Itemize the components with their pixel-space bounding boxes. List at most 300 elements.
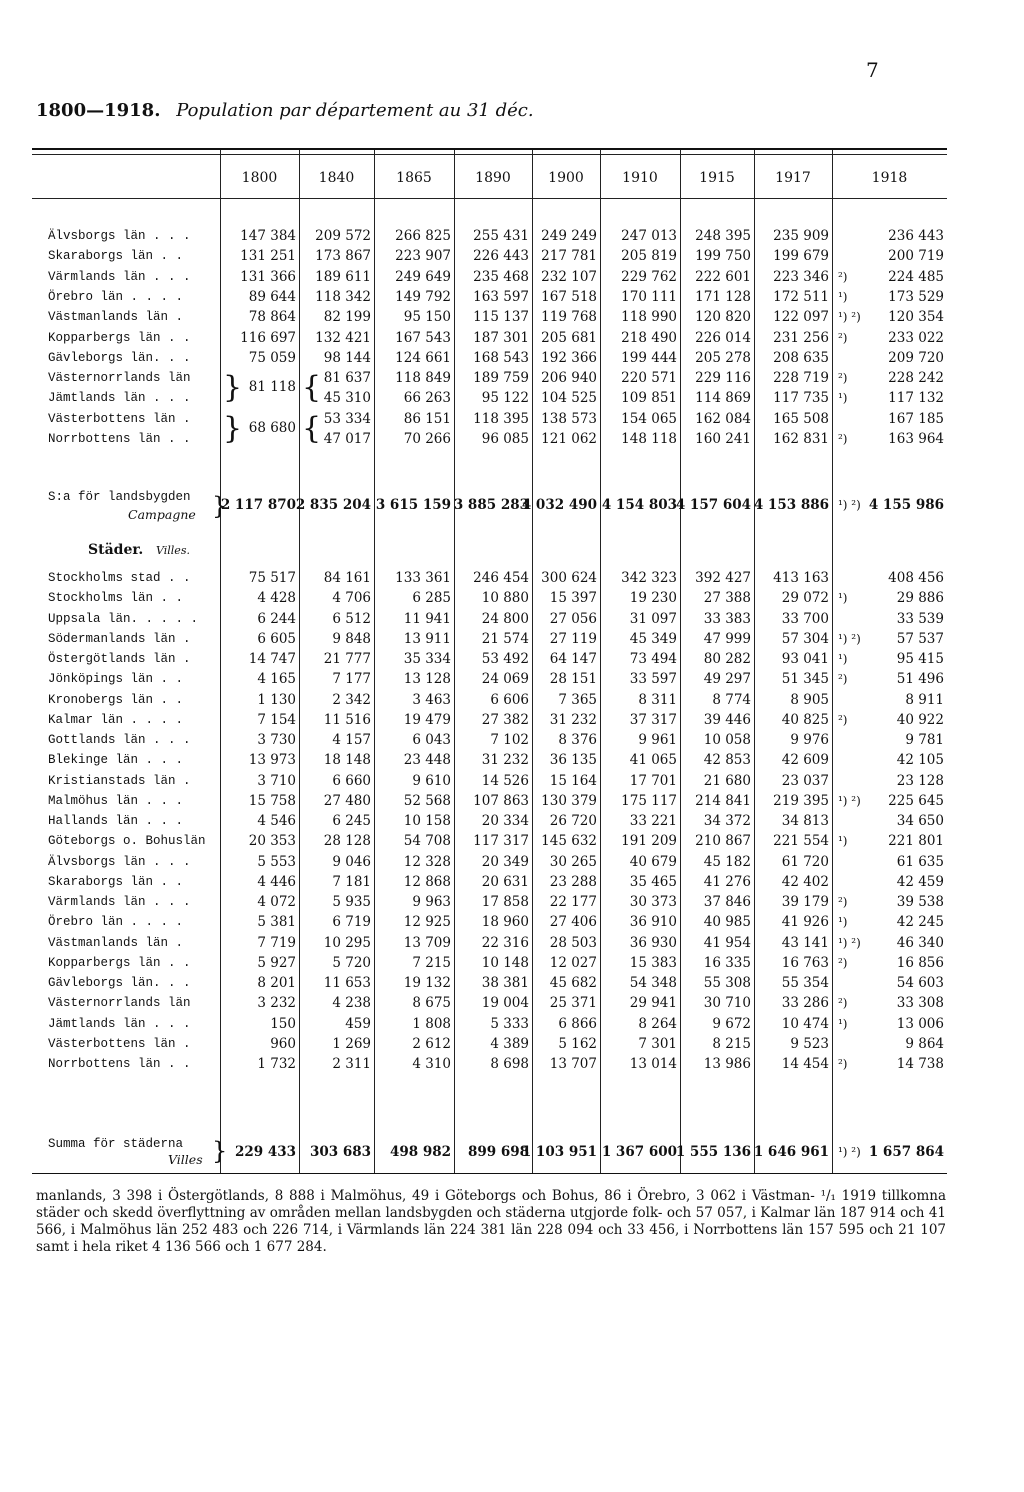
table-cell: 7 301 bbox=[638, 1036, 677, 1052]
table-cell: 27 406 bbox=[549, 914, 597, 930]
row-label: Kopparbergs län . . bbox=[48, 956, 191, 970]
row-label: Skaraborgs län . . bbox=[48, 875, 184, 889]
table-cell: 13 986 bbox=[703, 1056, 751, 1072]
column-header-year: 1865 bbox=[396, 170, 432, 186]
table-cell: 47 999 bbox=[703, 631, 751, 647]
table-cell: 459 bbox=[345, 1016, 371, 1032]
table-cell: 6 719 bbox=[332, 914, 371, 930]
table-cell: 73 494 bbox=[629, 651, 677, 667]
table-cell: 41 954 bbox=[703, 935, 751, 951]
merged-cell-1800: 81 118 bbox=[248, 379, 296, 395]
table-cell: 19 132 bbox=[403, 975, 451, 991]
table-cell: 229 762 bbox=[621, 269, 677, 285]
table-cell: 3 885 283 bbox=[453, 497, 529, 513]
row-label: Gottlands län . . . bbox=[48, 733, 191, 747]
table-cell: 9 848 bbox=[332, 631, 371, 647]
table-cell: 39 446 bbox=[703, 712, 751, 728]
table-cell: 46 340 bbox=[896, 935, 944, 951]
footnote-marker: ¹) ²) bbox=[838, 498, 861, 512]
table-cell: 6 660 bbox=[332, 773, 371, 789]
table-cell: 9 961 bbox=[638, 732, 677, 748]
footnote-marker: ¹) bbox=[838, 915, 848, 929]
total-label: S:a för landsbygden bbox=[48, 490, 191, 504]
table-cell: 12 925 bbox=[403, 914, 451, 930]
table-cell: 9 610 bbox=[412, 773, 451, 789]
table-cell: 40 825 bbox=[781, 712, 829, 728]
footnote-marker: ²) bbox=[838, 270, 848, 284]
footnote-text: manlands, 3 398 i Östergötlands, 8 888 i Malmöhus, 49 i Göteborgs och Bohus, 86 i Örebro, 3 062 i Västman- ¹/₁ 1919 tillkomna städer och skedd överflyttning av områden mellan landsbygden och städerna utgjorde folk- och 57 057, i Kalmar län 187 914 och 41 566, i Malmöhus län 252 483 och 226 714, i Värmlands län 224 381 län 228 094 och 33 456, i Norrbottens län 157 595 och 21 107 samt i hela riket 4 136 566 och 1 677 284. bbox=[36, 1188, 946, 1255]
table-cell: 12 868 bbox=[403, 874, 451, 890]
table-cell: 3 710 bbox=[257, 773, 296, 789]
brace-symbol: { bbox=[302, 370, 322, 405]
table-cell: 7 719 bbox=[257, 935, 296, 951]
table-cell: 52 568 bbox=[403, 793, 451, 809]
table-cell: 7 215 bbox=[412, 955, 451, 971]
column-header-year: 1915 bbox=[699, 170, 735, 186]
table-cell: 160 241 bbox=[695, 431, 751, 447]
footnote-marker: ¹) ²) bbox=[838, 936, 861, 950]
table-cell: 27 388 bbox=[703, 590, 751, 606]
row-label: Malmöhus län . . . bbox=[48, 794, 184, 808]
table-cell: 7 181 bbox=[332, 874, 371, 890]
column-rule bbox=[220, 150, 221, 1173]
table-cell: 199 679 bbox=[773, 248, 829, 264]
table-cell: 131 251 bbox=[240, 248, 296, 264]
table-cell: 498 982 bbox=[389, 1144, 451, 1160]
table-cell: 247 013 bbox=[621, 228, 677, 244]
table-cell: 1 657 864 bbox=[868, 1144, 944, 1160]
row-label: Västernorrlands län bbox=[48, 371, 191, 385]
table-cell: 14 526 bbox=[481, 773, 529, 789]
table-cell: 95 122 bbox=[481, 390, 529, 406]
row-label: Västmanlands län . bbox=[48, 936, 184, 950]
table-cell: 54 708 bbox=[403, 833, 451, 849]
table-cell: 219 395 bbox=[773, 793, 829, 809]
table-cell: 13 014 bbox=[629, 1056, 677, 1072]
table-cell: 14 454 bbox=[781, 1056, 829, 1072]
table-cell: 8 698 bbox=[490, 1056, 529, 1072]
table-cell: 37 317 bbox=[629, 712, 677, 728]
table-cell: 130 379 bbox=[541, 793, 597, 809]
row-label: Örebro län . . . . bbox=[48, 290, 184, 304]
table-cell: 16 763 bbox=[781, 955, 829, 971]
table-cell: 35 334 bbox=[403, 651, 451, 667]
row-label: Hallands län . . . bbox=[48, 814, 184, 828]
table-cell: 40 985 bbox=[703, 914, 751, 930]
table-cell: 21 680 bbox=[703, 773, 751, 789]
table-cell: 214 841 bbox=[695, 793, 751, 809]
table-cell: 899 698 bbox=[467, 1144, 529, 1160]
table-cell: 107 863 bbox=[473, 793, 529, 809]
table-cell: 118 342 bbox=[315, 289, 371, 305]
table-cell: 1 808 bbox=[412, 1016, 451, 1032]
table-cell: 217 781 bbox=[541, 248, 597, 264]
table-cell: 209 720 bbox=[888, 350, 944, 366]
table-cell: 42 245 bbox=[896, 914, 944, 930]
table-cell: 121 062 bbox=[541, 431, 597, 447]
brace-symbol: { bbox=[302, 411, 322, 446]
table-cell: 35 465 bbox=[629, 874, 677, 890]
table-cell: 55 308 bbox=[703, 975, 751, 991]
table-cell: 248 395 bbox=[695, 228, 751, 244]
table-cell: 10 295 bbox=[323, 935, 371, 951]
row-label: Västernorrlands län bbox=[48, 996, 191, 1010]
table-cell: 47 017 bbox=[323, 431, 371, 447]
footnote-marker: ¹) ²) bbox=[838, 794, 861, 808]
table-cell: 224 485 bbox=[888, 269, 944, 285]
table-cell: 28 503 bbox=[549, 935, 597, 951]
table-cell: 4 153 886 bbox=[753, 497, 829, 513]
table-cell: 20 349 bbox=[481, 854, 529, 870]
header-rule bbox=[32, 154, 947, 155]
table-cell: 223 907 bbox=[395, 248, 451, 264]
table-cell: 118 849 bbox=[395, 370, 451, 386]
table-cell: 208 635 bbox=[773, 350, 829, 366]
page-header bbox=[36, 100, 534, 121]
row-label: Älvsborgs län . . . bbox=[48, 229, 191, 243]
table-cell: 10 148 bbox=[481, 955, 529, 971]
table-cell: 23 288 bbox=[549, 874, 597, 890]
table-cell: 93 041 bbox=[781, 651, 829, 667]
table-cell: 221 801 bbox=[888, 833, 944, 849]
row-label: Gävleborgs län. . . bbox=[48, 976, 191, 990]
column-rule bbox=[454, 150, 455, 1173]
table-cell: 6 605 bbox=[257, 631, 296, 647]
table-cell: 95 415 bbox=[896, 651, 944, 667]
table-cell: 960 bbox=[270, 1036, 296, 1052]
table-cell: 232 107 bbox=[541, 269, 597, 285]
table-cell: 23 448 bbox=[403, 752, 451, 768]
table-cell: 8 774 bbox=[712, 692, 751, 708]
table-cell: 33 286 bbox=[781, 995, 829, 1011]
table-cell: 223 346 bbox=[773, 269, 829, 285]
column-rule bbox=[754, 150, 755, 1173]
table-cell: 235 909 bbox=[773, 228, 829, 244]
table-cell: 167 543 bbox=[395, 330, 451, 346]
table-cell: 209 572 bbox=[315, 228, 371, 244]
table-cell: 45 682 bbox=[549, 975, 597, 991]
table-cell: 31 232 bbox=[549, 712, 597, 728]
table-cell: 408 456 bbox=[888, 570, 944, 586]
table-cell: 5 553 bbox=[257, 854, 296, 870]
table-cell: 167 185 bbox=[888, 411, 944, 427]
brace-symbol: } bbox=[212, 1137, 228, 1165]
table-cell: 17 858 bbox=[481, 894, 529, 910]
column-header-year: 1840 bbox=[318, 170, 355, 186]
table-cell: 33 383 bbox=[703, 611, 751, 627]
table-cell: 165 508 bbox=[773, 411, 829, 427]
table-cell: 14 747 bbox=[248, 651, 296, 667]
table-cell: 15 758 bbox=[248, 793, 296, 809]
footnote-marker: ¹) ²) bbox=[838, 310, 861, 324]
table-cell: 7 102 bbox=[490, 732, 529, 748]
table-cell: 78 864 bbox=[248, 309, 296, 325]
column-header-year: 1917 bbox=[775, 170, 811, 186]
table-cell: 131 366 bbox=[240, 269, 296, 285]
table-cell: 4 446 bbox=[257, 874, 296, 890]
table-cell: 124 661 bbox=[395, 350, 451, 366]
table-cell: 117 735 bbox=[773, 390, 829, 406]
table-cell: 18 960 bbox=[481, 914, 529, 930]
brace-symbol: } bbox=[223, 370, 243, 405]
table-cell: 1 103 951 bbox=[521, 1144, 597, 1160]
table-cell: 84 161 bbox=[323, 570, 371, 586]
column-rule bbox=[832, 150, 833, 1173]
table-cell: 8 201 bbox=[257, 975, 296, 991]
table-cell: 221 554 bbox=[773, 833, 829, 849]
table-cell: 145 632 bbox=[541, 833, 597, 849]
row-label: Kristianstads län . bbox=[48, 774, 191, 788]
table-cell: 21 777 bbox=[323, 651, 371, 667]
table-cell: 229 433 bbox=[234, 1144, 296, 1160]
column-header-year: 1900 bbox=[548, 170, 584, 186]
table-cell: 6 043 bbox=[412, 732, 451, 748]
table-cell: 10 880 bbox=[481, 590, 529, 606]
table-cell: 187 301 bbox=[473, 330, 529, 346]
table-cell: 189 611 bbox=[315, 269, 371, 285]
footnote-marker: ²) bbox=[838, 672, 848, 686]
row-label: Södermanlands län . bbox=[48, 632, 191, 646]
table-cell: 4 155 986 bbox=[868, 497, 944, 513]
table-cell: 1 646 961 bbox=[753, 1144, 829, 1160]
footnote-marker: ²) bbox=[838, 371, 848, 385]
table-cell: 167 518 bbox=[541, 289, 597, 305]
table-cell: 8 376 bbox=[558, 732, 597, 748]
table-cell: 162 831 bbox=[773, 431, 829, 447]
table-cell: 37 846 bbox=[703, 894, 751, 910]
row-label: Norrbottens län . . bbox=[48, 1057, 191, 1071]
table-cell: 34 372 bbox=[703, 813, 751, 829]
table-cell: 96 085 bbox=[481, 431, 529, 447]
column-header-year: 1800 bbox=[241, 170, 278, 186]
table-cell: 20 631 bbox=[481, 874, 529, 890]
table-cell: 231 256 bbox=[773, 330, 829, 346]
footnote-marker: ²) bbox=[838, 432, 848, 446]
table-cell: 255 431 bbox=[473, 228, 529, 244]
table-cell: 235 468 bbox=[473, 269, 529, 285]
table-cell: 6 245 bbox=[332, 813, 371, 829]
table-cell: 120 820 bbox=[695, 309, 751, 325]
table-cell: 61 635 bbox=[896, 854, 944, 870]
footnote-marker: ¹) bbox=[838, 391, 848, 405]
table-cell: 249 649 bbox=[395, 269, 451, 285]
table-cell: 31 232 bbox=[481, 752, 529, 768]
table-cell: 133 361 bbox=[395, 570, 451, 586]
table-cell: 4 238 bbox=[332, 995, 371, 1011]
table-cell: 122 097 bbox=[773, 309, 829, 325]
table-cell: 70 266 bbox=[403, 431, 451, 447]
footnote-marker: ²) bbox=[838, 1057, 848, 1071]
table-cell: 15 383 bbox=[629, 955, 677, 971]
table-cell: 138 573 bbox=[541, 411, 597, 427]
row-label: Värmlands län . . . bbox=[48, 895, 191, 909]
table-cell: 8 311 bbox=[638, 692, 677, 708]
table-cell: 205 819 bbox=[621, 248, 677, 264]
table-cell: 42 609 bbox=[781, 752, 829, 768]
table-cell: 24 069 bbox=[481, 671, 529, 687]
table-cell: 30 265 bbox=[549, 854, 597, 870]
table-cell: 13 707 bbox=[549, 1056, 597, 1072]
total-label: Summa för städerna bbox=[48, 1137, 184, 1151]
table-cell: 5 927 bbox=[257, 955, 296, 971]
table-cell: 4 706 bbox=[332, 590, 371, 606]
row-label: Kopparbergs län . . bbox=[48, 331, 191, 345]
row-label: Västerbottens län . bbox=[48, 412, 191, 426]
table-cell: 13 911 bbox=[403, 631, 451, 647]
header-rule bbox=[32, 198, 947, 199]
table-cell: 34 650 bbox=[896, 813, 944, 829]
footnote-marker: ¹) bbox=[838, 290, 848, 304]
row-label: Blekinge län . . . bbox=[48, 753, 184, 767]
header-years: 1800—1918. bbox=[36, 100, 161, 121]
footnote-marker: ²) bbox=[838, 895, 848, 909]
table-cell: 10 158 bbox=[403, 813, 451, 829]
footnote-marker: ²) bbox=[838, 713, 848, 727]
footnote-marker: ¹) bbox=[838, 591, 848, 605]
table-cell: 57 304 bbox=[781, 631, 829, 647]
footnote-marker: ¹) ²) bbox=[838, 632, 861, 646]
table-cell: 300 624 bbox=[541, 570, 597, 586]
table-cell: 163 964 bbox=[888, 431, 944, 447]
table-cell: 86 151 bbox=[403, 411, 451, 427]
table-cell: 19 004 bbox=[481, 995, 529, 1011]
table-cell: 10 058 bbox=[703, 732, 751, 748]
row-label: Göteborgs o. Bohuslän bbox=[48, 834, 206, 848]
table-cell: 119 768 bbox=[541, 309, 597, 325]
table-cell: 170 111 bbox=[621, 289, 677, 305]
table-cell: 29 886 bbox=[896, 590, 944, 606]
table-cell: 205 278 bbox=[695, 350, 751, 366]
table-cell: 36 135 bbox=[549, 752, 597, 768]
table-cell: 4 389 bbox=[490, 1036, 529, 1052]
table-cell: 16 856 bbox=[896, 955, 944, 971]
table-cell: 172 511 bbox=[773, 289, 829, 305]
table-cell: 6 606 bbox=[490, 692, 529, 708]
table-cell: 132 421 bbox=[315, 330, 371, 346]
table-cell: 19 230 bbox=[629, 590, 677, 606]
table-cell: 42 459 bbox=[896, 874, 944, 890]
table-cell: 200 719 bbox=[888, 248, 944, 264]
table-cell: 4 154 803 bbox=[601, 497, 677, 513]
table-cell: 51 345 bbox=[781, 671, 829, 687]
table-cell: 64 147 bbox=[549, 651, 597, 667]
table-cell: 8 911 bbox=[905, 692, 944, 708]
table-cell: 27 119 bbox=[549, 631, 597, 647]
table-cell: 120 354 bbox=[888, 309, 944, 325]
table-cell: 54 603 bbox=[896, 975, 944, 991]
page-number: 7 bbox=[866, 58, 879, 82]
row-label: Gävleborgs län. . . bbox=[48, 351, 191, 365]
table-cell: 4 428 bbox=[257, 590, 296, 606]
table-cell: 210 867 bbox=[695, 833, 751, 849]
column-rule bbox=[532, 150, 533, 1173]
table-cell: 342 323 bbox=[621, 570, 677, 586]
table-cell: 236 443 bbox=[888, 228, 944, 244]
table-cell: 15 164 bbox=[549, 773, 597, 789]
column-rule bbox=[374, 150, 375, 1173]
footnote-marker: ¹) bbox=[838, 1017, 848, 1031]
table-cell: 23 128 bbox=[896, 773, 944, 789]
table-cell: 5 935 bbox=[332, 894, 371, 910]
table-cell: 33 539 bbox=[896, 611, 944, 627]
footnote-marker: ¹) bbox=[838, 652, 848, 666]
table-cell: 45 182 bbox=[703, 854, 751, 870]
table-cell: 3 463 bbox=[412, 692, 451, 708]
table-cell: 9 781 bbox=[905, 732, 944, 748]
table-cell: 13 709 bbox=[403, 935, 451, 951]
table-cell: 11 653 bbox=[323, 975, 371, 991]
table-cell: 1 367 600 bbox=[601, 1144, 677, 1160]
table-cell: 114 869 bbox=[695, 390, 751, 406]
table-cell: 89 644 bbox=[248, 289, 296, 305]
table-cell: 51 496 bbox=[896, 671, 944, 687]
table-cell: 149 792 bbox=[395, 289, 451, 305]
table-cell: 5 162 bbox=[558, 1036, 597, 1052]
table-cell: 115 137 bbox=[473, 309, 529, 325]
brace-symbol: } bbox=[212, 492, 228, 520]
table-cell: 7 365 bbox=[558, 692, 597, 708]
row-label: Uppsala län. . . . . bbox=[48, 612, 199, 626]
table-cell: 61 720 bbox=[781, 854, 829, 870]
table-cell: 23 037 bbox=[781, 773, 829, 789]
footnote-marker: ¹) bbox=[838, 834, 848, 848]
table-cell: 11 941 bbox=[403, 611, 451, 627]
table-cell: 54 348 bbox=[629, 975, 677, 991]
table-cell: 29 072 bbox=[781, 590, 829, 606]
table-cell: 9 523 bbox=[790, 1036, 829, 1052]
table-cell: 45 310 bbox=[323, 390, 371, 406]
table-cell: 42 853 bbox=[703, 752, 751, 768]
table-cell: 27 382 bbox=[481, 712, 529, 728]
footnote-marker: ²) bbox=[838, 956, 848, 970]
table-cell: 10 474 bbox=[781, 1016, 829, 1032]
column-header-year: 1890 bbox=[475, 170, 511, 186]
column-rule bbox=[680, 150, 681, 1173]
table-cell: 9 672 bbox=[712, 1016, 751, 1032]
row-label: Stockholms län . . bbox=[48, 591, 184, 605]
table-cell: 4 165 bbox=[257, 671, 296, 687]
table-cell: 109 851 bbox=[621, 390, 677, 406]
table-cell: 168 543 bbox=[473, 350, 529, 366]
row-label: Västmanlands län . bbox=[48, 310, 184, 324]
population-table bbox=[32, 148, 947, 1174]
table-cell: 191 209 bbox=[621, 833, 677, 849]
table-cell: 33 700 bbox=[781, 611, 829, 627]
table-cell: 75 517 bbox=[248, 570, 296, 586]
table-cell: 30 373 bbox=[629, 894, 677, 910]
table-cell: 33 308 bbox=[896, 995, 944, 1011]
table-cell: 6 512 bbox=[332, 611, 371, 627]
table-cell: 8 264 bbox=[638, 1016, 677, 1032]
column-header-year: 1910 bbox=[622, 170, 658, 186]
table-cell: 7 177 bbox=[332, 671, 371, 687]
table-cell: 303 683 bbox=[309, 1144, 371, 1160]
table-cell: 2 835 204 bbox=[295, 497, 371, 513]
table-cell: 66 263 bbox=[403, 390, 451, 406]
row-label: Jämtlands län . . . bbox=[48, 391, 191, 405]
table-cell: 41 065 bbox=[629, 752, 677, 768]
table-cell: 53 492 bbox=[481, 651, 529, 667]
table-cell: 9 864 bbox=[905, 1036, 944, 1052]
total-sublabel: Villes bbox=[168, 1152, 203, 1167]
table-cell: 205 681 bbox=[541, 330, 597, 346]
table-cell: 95 150 bbox=[403, 309, 451, 325]
table-cell: 9 963 bbox=[412, 894, 451, 910]
row-label: Kronobergs län . . bbox=[48, 693, 184, 707]
table-cell: 27 056 bbox=[549, 611, 597, 627]
table-cell: 41 276 bbox=[703, 874, 751, 890]
table-cell: 4 157 bbox=[332, 732, 371, 748]
